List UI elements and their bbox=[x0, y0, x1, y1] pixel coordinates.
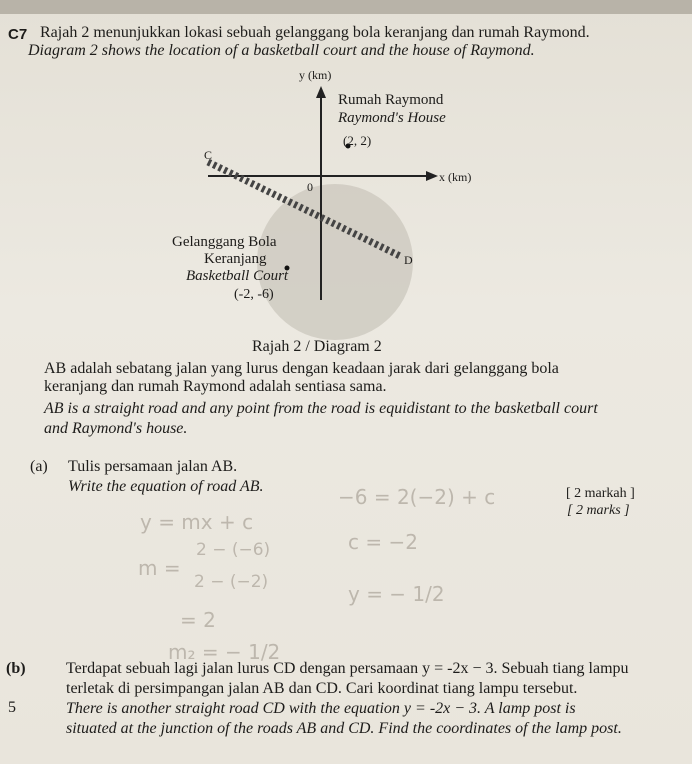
part-a-marks-malay: [ 2 markah ] bbox=[566, 486, 635, 501]
part-b-english-1: There is another straight road CD with the equation y = -2x − 3. A lamp post is bbox=[66, 700, 576, 717]
origin-label: 0 bbox=[307, 180, 313, 194]
point-d-label: D bbox=[404, 253, 413, 267]
court-point-label: (-2, -6) bbox=[234, 287, 274, 302]
y-axis-label: y (km) bbox=[299, 68, 332, 82]
description-malay-2: keranjang dan rumah Raymond adalah sentiasa sama. bbox=[44, 378, 387, 395]
court-label-malay-2: Keranjang bbox=[204, 251, 267, 267]
handwriting-line-1: y = mx + c bbox=[140, 510, 254, 534]
faint-circle bbox=[257, 184, 413, 340]
part-a-malay: Tulis persamaan jalan AB. bbox=[68, 458, 238, 475]
y-axis-arrow bbox=[316, 86, 326, 98]
handwriting-line-7: −6 = 2(−2) + c bbox=[338, 485, 496, 509]
part-a-english: Write the equation of road AB. bbox=[68, 478, 264, 495]
handwriting-line-9: y = − 1/2 bbox=[348, 582, 445, 606]
intro-english: Diagram 2 shows the location of a basketball court and the house of Raymond. bbox=[28, 42, 535, 59]
part-b-english-2: situated at the junction of the roads AB and CD. Find the coordinates of the lamp post. bbox=[66, 720, 622, 737]
court-label-english: Basketball Court bbox=[186, 268, 289, 284]
court-label-malay-1: Gelanggang Bola bbox=[172, 234, 277, 250]
house-label-english: Raymond's House bbox=[338, 110, 446, 126]
description-english-2: and Raymond's house. bbox=[44, 420, 188, 437]
handwriting-line-6: m₂ = − 1/2 bbox=[168, 640, 281, 664]
x-axis-label: x (km) bbox=[439, 170, 472, 184]
handwriting-line-5: = 2 bbox=[180, 608, 216, 632]
intro-malay: Rajah 2 menunjukkan lokasi sebuah gelanggang bola keranjang dan rumah Raymond. bbox=[40, 24, 590, 41]
margin-mark: 5 bbox=[8, 699, 16, 716]
house-point-label: (2, 2) bbox=[343, 133, 372, 148]
part-b-malay-2: terletak di persimpangan jalan AB dan CD. Cari koordinat tiang lampu tersebut. bbox=[66, 680, 578, 697]
part-a-label: (a) bbox=[30, 458, 48, 475]
part-b-label: (b) bbox=[6, 660, 26, 677]
handwriting-line-8: c = −2 bbox=[348, 530, 418, 554]
handwriting-line-4: 2 − (−2) bbox=[194, 572, 269, 592]
point-c-label: C bbox=[204, 148, 213, 162]
diagram-caption: Rajah 2 / Diagram 2 bbox=[252, 338, 382, 355]
description-malay-1: AB adalah sebatang jalan yang lurus dengan keadaan jarak dari gelanggang bola bbox=[44, 360, 559, 377]
x-axis-arrow bbox=[426, 171, 438, 181]
handwriting-line-2: m = bbox=[138, 556, 181, 580]
house-label-malay: Rumah Raymond bbox=[338, 92, 444, 108]
description-english-1: AB is a straight road and any point from the road is equidistant to the basketball court bbox=[44, 400, 598, 417]
question-number: C7 bbox=[8, 26, 28, 43]
part-a-marks-english: [ 2 marks ] bbox=[567, 503, 630, 518]
handwriting-line-3: 2 − (−6) bbox=[196, 540, 271, 560]
part-b-malay-1: Terdapat sebuah lagi jalan lurus CD dengan persamaan y = -2x − 3. Sebuah tiang lampu bbox=[66, 660, 629, 677]
